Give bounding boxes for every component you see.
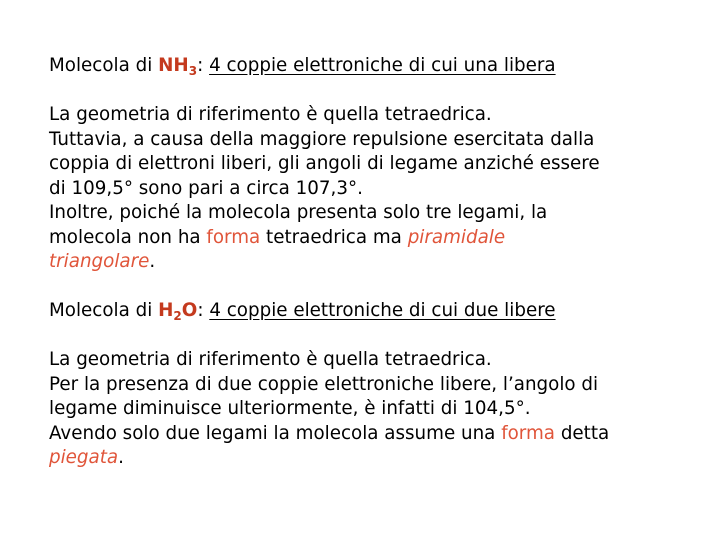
- nh3-line-6-text-a: molecola non ha: [49, 226, 207, 248]
- nh3-line-6: [49, 226, 689, 251]
- h2o-heading-description: 4 coppie elettroniche di cui due libere: [209, 300, 556, 321]
- nh3-forma-highlight: forma: [206, 226, 261, 248]
- nh3-heading: [49, 54, 689, 79]
- h2o-heading-separator: :: [197, 300, 210, 321]
- nh3-line-7: [49, 250, 689, 275]
- spacer: [49, 79, 689, 104]
- spacer: [49, 275, 689, 300]
- nh3-line-5: Inoltre, poiché la molecola presenta solo tre legami, la: [49, 202, 548, 223]
- nh3-formula-subscript: 3: [188, 64, 198, 78]
- h2o-line-5: [49, 446, 689, 471]
- nh3-formula: [158, 55, 197, 76]
- h2o-line-1: La geometria di riferimento è quella tetraedrica.: [49, 349, 492, 370]
- h2o-formula-h: H: [158, 300, 174, 321]
- h2o-heading: [49, 299, 689, 324]
- spacer: [49, 324, 689, 349]
- nh3-heading-separator: :: [197, 55, 210, 76]
- nh3-heading-description: 4 coppie elettroniche di cui una libera: [209, 55, 556, 76]
- h2o-heading-prefix: Molecola di: [49, 300, 159, 321]
- nh3-line-7-end: .: [149, 251, 156, 272]
- h2o-line-5-end: .: [118, 447, 124, 468]
- nh3-line-3: coppia di elettroni liberi, gli angoli di legame anziché essere: [49, 153, 600, 174]
- nh3-heading-prefix: Molecola di: [49, 55, 159, 76]
- h2o-formula-o: O: [181, 300, 198, 321]
- nh3-line-4: di 109,5° sono pari a circa 107,3°.: [49, 177, 363, 199]
- nh3-line-6-text-b: tetraedrica ma: [260, 226, 408, 248]
- h2o-shape-piegata: piegata: [49, 447, 119, 468]
- h2o-forma-highlight: forma: [501, 422, 556, 444]
- h2o-formula: [158, 300, 197, 321]
- h2o-line-2: Per la presenza di due coppie elettroniche libere, l’angolo di: [49, 373, 599, 395]
- h2o-line-3: legame diminuisce ulteriormente, è infatti di 104,5°.: [49, 398, 531, 419]
- nh3-shape-piramidale: piramidale: [407, 226, 506, 248]
- nh3-line-1: La geometria di riferimento è quella tetraedrica.: [49, 104, 492, 125]
- h2o-line-4-text-b: detta: [555, 422, 610, 444]
- nh3-formula-main: NH: [158, 55, 189, 76]
- slide-content: [49, 54, 689, 471]
- h2o-line-4: [49, 422, 689, 447]
- nh3-line-2: Tuttavia, a causa della maggiore repulsione esercitata dalla: [49, 128, 595, 150]
- h2o-formula-subscript: 2: [173, 309, 182, 323]
- h2o-line-4-text-a: Avendo solo due legami la molecola assume una: [49, 422, 502, 444]
- nh3-shape-triangolare: triangolare: [49, 251, 150, 272]
